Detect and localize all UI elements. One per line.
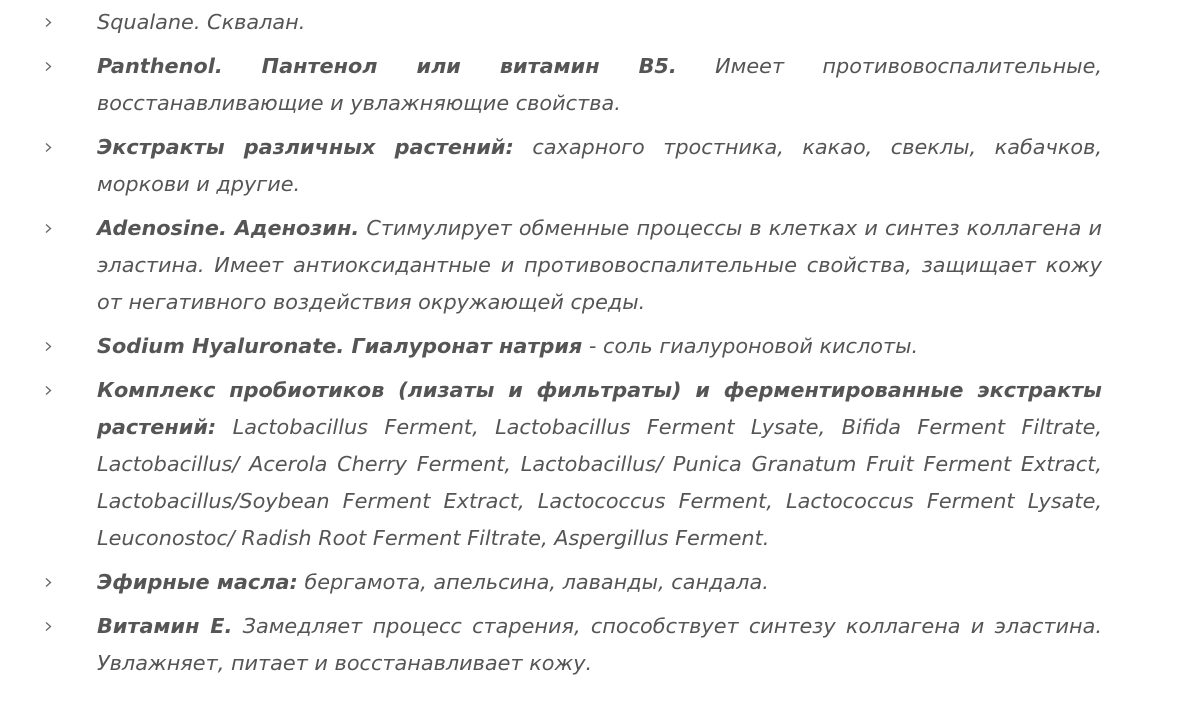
- list-item-bold: Экстракты различных растений:: [97, 135, 514, 159]
- list-item: [0, 4, 1200, 41]
- list-item-text: [97, 564, 1102, 601]
- list-item-text: [97, 129, 1102, 203]
- list-item-description: Lactobacillus Ferment, Lactobacillus Ferment Lysate, Bifida Ferment Filtrate, Lactobacillus/ Acerola Cherry Ferment, Lactobacillus/ Punica Granatum Fruit Ferment Extract, Lactobacillus/Soybean Ferment Extract, Lactococcus Ferment, Lactococcus Ferment Lysate, Leuconostoc/ Radish Root Ferment Filtrate, Aspergillus Ferment.: [97, 415, 1102, 550]
- list-item-text: [97, 4, 1102, 41]
- list-item-description: сахарного тростника, какао, свеклы, кабачков, моркови и другие.: [97, 135, 1102, 196]
- list-item-bold: Комплекс пробиотиков (лизаты и фильтраты) и ферментированные экстракты растений:: [97, 378, 1102, 439]
- list-item: [0, 328, 1200, 365]
- chevron-right-icon: [44, 386, 53, 395]
- list-item-bold: Adenosine. Аденозин.: [97, 216, 360, 240]
- chevron-right-icon: [44, 62, 53, 71]
- list-item-description: Стимулирует обменные процессы в клетках и синтез коллагена и эластина. Имеет антиоксидантные и противовоспалительные свойства, защищает кожу от негативного воздействия окружающей среды.: [97, 216, 1102, 314]
- list-item-bold: Эфирные масла:: [97, 570, 298, 594]
- list-item-description: бергамота, апельсина, лаванды, сандала.: [297, 570, 769, 594]
- list-item-bold: Витамин Е.: [97, 614, 233, 638]
- ingredient-list: [0, 4, 1200, 682]
- list-item-description: Имеет противовоспалительные, восстанавливающие и увлажняющие свойства.: [97, 54, 1102, 115]
- list-item: [0, 129, 1200, 203]
- list-item-text: [97, 48, 1102, 122]
- chevron-right-icon: [44, 224, 53, 233]
- list-item: [0, 564, 1200, 601]
- chevron-right-icon: [44, 342, 53, 351]
- list-item-description: Squalane. Сквалан.: [97, 10, 306, 34]
- list-item-bold: Sodium Hyaluronate. Гиалуронат натрия: [97, 334, 583, 358]
- list-item-text: [97, 210, 1102, 321]
- list-item-description: - соль гиалуроновой кислоты.: [582, 334, 919, 358]
- list-item-text: [97, 372, 1102, 557]
- chevron-right-icon: [44, 622, 53, 631]
- chevron-right-icon: [44, 143, 53, 152]
- list-item-text: [97, 608, 1102, 682]
- list-item: [0, 608, 1200, 682]
- chevron-right-icon: [44, 578, 53, 587]
- list-item-bold: Panthenol. Пантенол или витамин В5.: [97, 54, 677, 78]
- list-item: [0, 210, 1200, 321]
- list-item-text: [97, 328, 1102, 365]
- list-item: [0, 372, 1200, 557]
- list-item: [0, 48, 1200, 122]
- list-item-description: Замедляет процесс старения, способствует синтезу коллагена и эластина. Увлажняет, питает и восстанавливает кожу.: [97, 614, 1102, 675]
- chevron-right-icon: [44, 18, 53, 27]
